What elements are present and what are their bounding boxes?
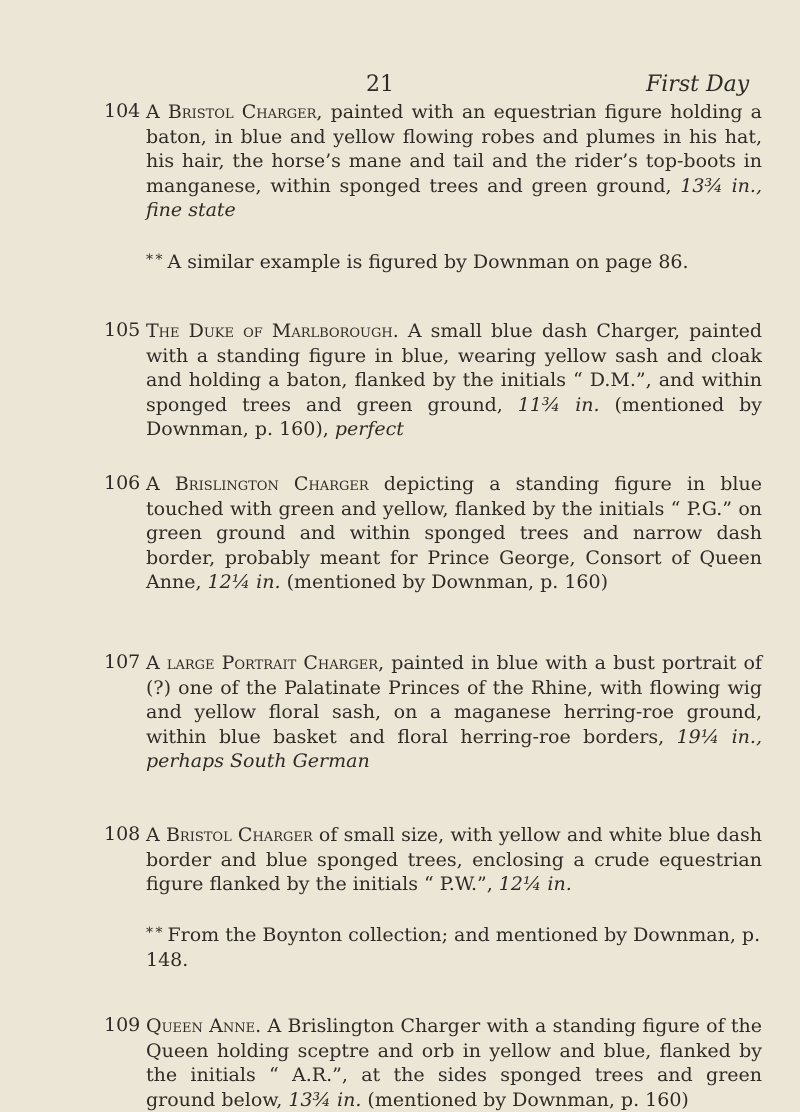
- lot-title: Queen Anne.: [146, 1015, 262, 1037]
- lot-title: A Brislington Charger: [146, 473, 369, 495]
- lot-size: 11¾ in.: [517, 393, 600, 416]
- lot-size: 12¼ in.: [207, 571, 281, 593]
- lot-condition: perhaps South German: [146, 750, 370, 772]
- lot-tail: (mentioned by Downman, p. 160),: [146, 393, 762, 440]
- lot-size: 13¾ in.: [288, 1088, 362, 1111]
- note-text: A similar example is figured by Downman on page 86.: [167, 251, 689, 273]
- lot-title: The Duke of Marlborough.: [146, 320, 399, 342]
- lot-number: 109: [104, 1014, 141, 1036]
- lot-number: 107: [104, 651, 141, 673]
- lot-description: [146, 472, 762, 595]
- lot-size: 12¼ in.: [498, 873, 572, 895]
- running-head: First Day: [646, 72, 750, 97]
- lot-body: depicting a standing figure in blue touched with green and yellow, flanked by the initials “ P.G.” on green ground and within sponged trees and narrow dash border, probably meant for Prince George, Consort of Queen Anne,: [146, 473, 762, 593]
- note-text: From the Boynton collection; and mentioned by Downman, p. 148.: [146, 924, 761, 971]
- lot-title: A Bristol Charger: [146, 824, 313, 846]
- lot-condition: fine state: [146, 199, 236, 221]
- lot-body: A small blue dash Charger, painted with a standing figure in blue, wearing yellow sash and cloak and holding a baton, flanked by the initials “ D.M.”, and within sponged trees and green ground,: [146, 320, 762, 416]
- lot-description: [146, 823, 762, 897]
- lot-tail: (mentioned by Downman, p. 160): [361, 1088, 689, 1111]
- lot-number: 106: [104, 472, 141, 494]
- lot-title: A large Portrait Charger: [146, 652, 379, 674]
- note-marker: * *: [146, 252, 162, 268]
- lot-104-note: [146, 248, 762, 275]
- lot-size: 13¾ in.,: [680, 174, 762, 197]
- page-number: 21: [366, 72, 394, 97]
- lot-description: [146, 651, 762, 774]
- lot-description: [146, 100, 762, 223]
- lot-number: 105: [104, 319, 141, 341]
- lot-size: 19¼ in.,: [676, 725, 762, 748]
- lot-108-note: [146, 921, 762, 972]
- lot-number: 104: [104, 100, 141, 122]
- lot-description: [146, 1014, 762, 1112]
- note-marker: * *: [146, 925, 162, 941]
- lot-title: A Bristol Charger: [146, 101, 317, 123]
- lot-description: [146, 319, 762, 442]
- lot-body: , painted in blue with a bust portrait of (?) one of the Palatinate Princes of the Rhine, with flowing wig and yellow floral sash, on a maganese herring-roe ground, within blue basket and floral herring-roe borders,: [146, 652, 762, 748]
- lot-body: , painted with an equestrian figure holding a baton, in blue and yellow flowing robes and plumes in his hat, his hair, the horse’s mane and tail and the rider’s top-boots in manganese, within sponged trees and green ground,: [146, 101, 762, 197]
- lot-number: 108: [104, 823, 141, 845]
- lot-condition: perfect: [334, 418, 404, 440]
- lot-tail: (mentioned by Downman, p. 160): [280, 571, 609, 593]
- lot-body: of small size, with yellow and white blue dash border and blue sponged trees, enclosing a crude equestrian figure flanked by the initials “ P.W.”,: [146, 824, 762, 895]
- lot-body: A Brislington Charger with a standing figure of the Queen holding sceptre and orb in yellow and blue, flanked by the initials “ A.R.”, at the sides sponged trees and green ground below,: [146, 1015, 762, 1111]
